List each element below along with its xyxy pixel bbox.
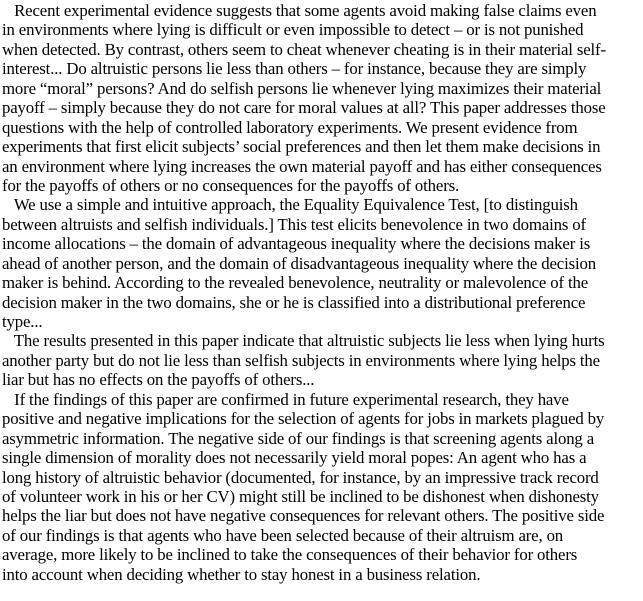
text-line: positive and negative implications for the selection of agents for jobs in markets plagued by bbox=[2, 409, 605, 429]
text-line: experiments that first elicit subjects’ social preferences and then let them make decisions in bbox=[2, 137, 601, 157]
text-line: into account when deciding whether to stay honest in a business relation. bbox=[2, 564, 481, 584]
text-line: maker is behind. According to the revealed benevolence, neutrality or malevolence of the bbox=[2, 273, 589, 293]
paragraph-4 bbox=[2, 390, 643, 584]
text-line: of volunteer work in his or her CV) might still be inclined to be dishonest when dishonesty bbox=[2, 486, 599, 506]
text-line: when detected. By contrast, others seem to cheat whenever cheating is in their material self- bbox=[2, 39, 606, 59]
text-line: helps the liar but does not have negative consequences for relevant others. The positive side bbox=[2, 506, 605, 526]
text-line: between altruists and selfish individuals.] This test elicits benevolence in two domains of bbox=[2, 214, 586, 234]
text-line: decision maker in the two domains, she or he is classified into a distributional preference bbox=[2, 292, 586, 312]
paragraph-1 bbox=[2, 1, 643, 195]
text-line: ahead of another person, and the domain of disadvantageous inequality where the decision bbox=[2, 253, 596, 273]
text-line: payoff – simply because they do not care for moral values at all? This paper addresses those bbox=[2, 98, 606, 118]
text-line: income allocations – the domain of advantageous inequality where the decisions maker is bbox=[2, 234, 591, 254]
text-line: interest... Do altruistic persons lie less than others – for instance, because they are simply bbox=[2, 59, 587, 79]
text-line: average, more likely to be inclined to take the consequences of their behavior for others bbox=[2, 545, 578, 565]
text-line: long history of altruistic behavior (documented, for instance, by an impressive track record bbox=[2, 467, 599, 487]
text-line: asymmetric information. The negative side of our findings is that screening agents along a bbox=[2, 428, 595, 448]
paragraph-3 bbox=[2, 331, 643, 389]
text-line: We use a simple and intuitive approach, the Equality Equivalence Test, [to distinguish bbox=[2, 195, 578, 215]
text-line: of our findings is that agents who have been selected because of their altruism are, on bbox=[2, 525, 564, 545]
text-line: questions with the help of controlled laboratory experiments. We present evidence from bbox=[2, 117, 578, 137]
text-line: in environments where lying is difficult or even impossible to detect – or is not punished bbox=[2, 20, 584, 40]
text-line: liar but has no effects on the payoffs of others... bbox=[2, 370, 315, 390]
paragraph-2 bbox=[2, 195, 643, 331]
text-line: Recent experimental evidence suggests that some agents avoid making false claims even bbox=[2, 1, 597, 20]
text-line: for the payoffs of others or no consequences for the payoffs of others. bbox=[2, 175, 460, 195]
text-line: more “moral” persons? And do selfish persons lie whenever lying maximizes their material bbox=[2, 78, 602, 98]
text-line: The results presented in this paper indicate that altruistic subjects lie less when lying hurts bbox=[2, 331, 605, 351]
text-line: single dimension of morality does not necessarily yield moral popes: An agent who has a bbox=[2, 448, 587, 468]
text-line: an environment where lying increases the own material payoff and has either consequences bbox=[2, 156, 602, 176]
text-line: type... bbox=[2, 312, 43, 331]
text-line: another party but do not lie less than selfish subjects in environments where lying helps the bbox=[2, 350, 600, 370]
text-line: If the findings of this paper are confirmed in future experimental research, they have bbox=[2, 389, 569, 409]
